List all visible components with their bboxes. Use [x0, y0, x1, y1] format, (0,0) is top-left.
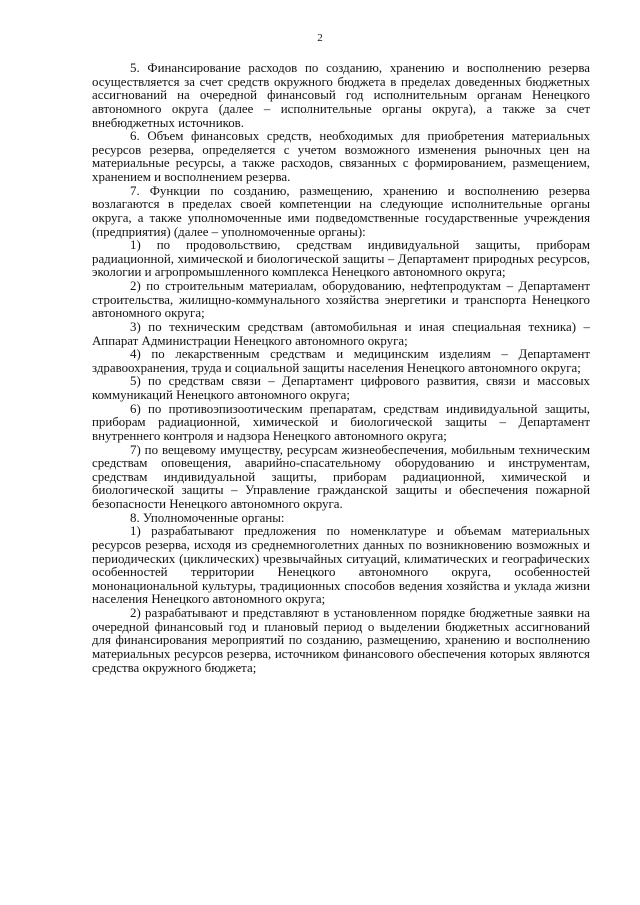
list-item-7-4: 4) по лекарственным средствам и медицинским изделиям – Департамент здравоохранения, труда и социальной защиты населения Ненецкого автономного округа;: [92, 347, 590, 375]
paragraph-5: 5. Финансирование расходов по созданию, хранению и восполнению резерва осуществляется за счет средств окружного бюджета в пределах доведенных бюджетных ассигнований на очередной финансовый год исполнительным органам Ненецкого автономного округа (далее – исполнительные органы округа), а также за счет внебюджетных источников.: [92, 61, 590, 130]
paragraph-6: 6. Объем финансовых средств, необходимых для приобретения материальных ресурсов резерва, определяется с учетом возможного изменения рыночных цен на материальные ресурсы, а также расходов, связанных с формированием, размещением, хранением и восполнением резерва.: [92, 129, 590, 184]
list-item-7-1: 1) по продовольствию, средствам индивидуальной защиты, приборам радиационной, химической и биологической защиты – Департамент природных ресурсов, экологии и агропромышленного комплекса Ненецкого автономного округа;: [92, 238, 590, 280]
paragraph-7: 7. Функции по созданию, размещению, хранению и восполнению резерва возлагаются в пределах своей компетенции на следующие исполнительные органы округа, а также уполномоченные ими подведомственные государственные учреждения (предприятия) (далее – уполномоченные органы):: [92, 183, 590, 239]
list-item-7-2: 2) по строительным материалам, оборудованию, нефтепродуктам – Департамент строительства, жилищно-коммунального хозяйства энергетики и транспорта Ненецкого автономного округа;: [92, 279, 590, 321]
page-number: 2: [317, 32, 323, 44]
document-body: [92, 62, 590, 675]
list-item-8-2: 2) разрабатывают и представляют в установленном порядке бюджетные заявки на очередной финансовый год и плановый период о выделении бюджетных ассигнований для финансирования мероприятий по созданию, размещению, хранению и восполнению материальных ресурсов резерва, источником финансового обеспечения которых являются средства окружного бюджета;: [92, 606, 590, 675]
list-item-8-1: 1) разрабатывают предложения по номенклатуре и объемам материальных ресурсов резерва, исходя из среднемноголетних данных по возникновению возможных и периодических (циклических) чрезвычайных ситуаций, климатических и географических особенностей территории Ненецкого автономного округа, особенностей мононациональной культуры, традиционных способов ведения хозяйства и уклада жизни населения Ненецкого автономного округа;: [92, 524, 590, 607]
list-item-7-5: 5) по средствам связи – Департамент цифрового развития, связи и массовых коммуникаций Ненецкого автономного округа;: [92, 374, 590, 402]
list-item-7-6: 6) по противоэпизоотическим препаратам, средствам индивидуальной защиты, приборам радиационной, химической и биологической защиты – Департамент внутреннего контроля и надзора Ненецкого автономного округа;: [92, 401, 590, 443]
list-item-7-7: 7) по вещевому имуществу, ресурсам жизнеобеспечения, мобильным техническим средствам оповещения, аварийно-спасательному оборудованию и инструментам, средствам индивидуальной защиты, приборам радиационной, химической и биологической защиты – Управление гражданской защиты и обеспечения пожарной безопасности Ненецкого автономного округа.: [92, 442, 590, 511]
list-item-7-3: 3) по техническим средствам (автомобильная и иная специальная техника) – Аппарат Администрации Ненецкого автономного округа;: [92, 319, 590, 348]
paragraph-8: 8. Уполномоченные органы:: [130, 510, 285, 525]
